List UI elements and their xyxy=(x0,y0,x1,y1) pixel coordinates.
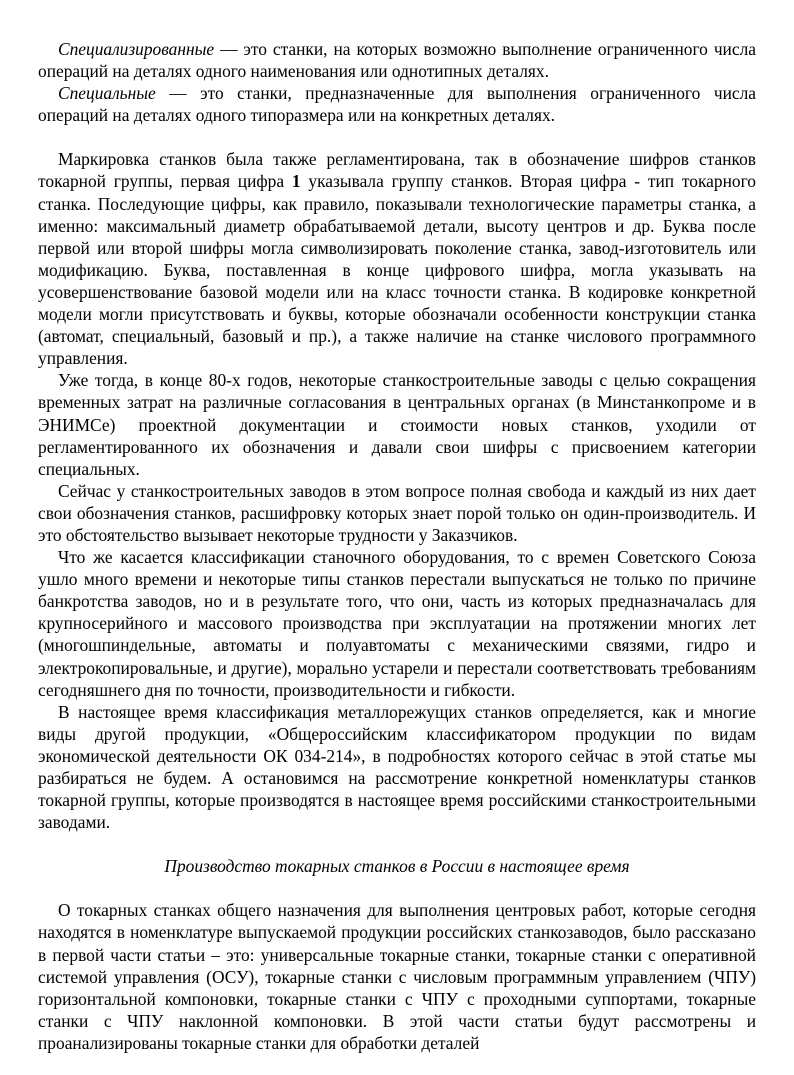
paragraph-marking xyxy=(38,148,756,369)
paragraph-spacer xyxy=(38,126,756,148)
term-specialized: Специализированные xyxy=(58,39,215,59)
paragraph-late-80s: Уже тогда, в конце 80-х годов, некоторые станкостроительные заводы с целью сокращения временных затрат на различные согласования в центральных органах (в Минстанкопроме и в ЭНИМСе) проектной документации и стоимости новых станков, уходили от регламентированного их обозначения и давали свои шифры с присвоением категории специальных. xyxy=(38,370,756,479)
paragraph-current-classification: В настоящее время классификация металлорежущих станков определяется, как и многие виды другой продукции, «Общероссийским классификатором продукции по видам экономической деятельности ОК 034-214», в подробностях которого сейчас в этой статье мы разбираться не будем. А остановимся на рассмотрение конкретной номенклатуры станков токарной группы, которые производятся в настоящее время российскими станкостроительными заводами. xyxy=(38,701,756,833)
marking-text-start: Маркировка станков была также регламентирована, так в обозначение шифров станков токарной группы, первая цифра xyxy=(38,149,756,192)
definition-special: — это станки, предназначенные для выполнения ограниченного числа операций на деталях одного типоразмера или на конкретных деталях. xyxy=(38,83,756,126)
paragraph-freedom: Сейчас у станкостроительных заводов в этом вопросе полная свобода и каждый из них дает свои обозначения станков, расшифровку которых знает порой только он один-производитель. И это обстоятельство вызывает некоторые трудности у Заказчиков. xyxy=(38,480,756,545)
definition-specialized: — это станки, на которых возможно выполнение ограниченного числа операций на деталях одного наименования или однотипных деталях. xyxy=(38,39,756,82)
marking-text-end: указывала группу станков. Вторая цифра - тип токарного станка. Последующие цифры, как правило, показывали технологические параметры станка, а именно: максимальный диаметр обрабатываемой детали, высоту центров и др. Буква после первой или второй шифры могла символизировать поколение станка, завод-изготовитель или модификацию. Буква, поставленная в конце цифрового шифра, могла указывать на усовершенствование базовой модели или на класс точности станка. В кодировке конкретной модели могли присутствовать и буквы, которые обозначали особенности конструкции станка (автомат, специальный, базовый и пр.), а также наличие на станке числового программного управления. xyxy=(38,171,756,369)
paragraph-classification-history: Что же касается классификации станочного оборудования, то с времен Советского Союза ушло много времени и некоторые типы станков перестали выпускаться не только по причине банкротства заводов, но и в результате того, что они, часть из которых предназначалась для крупносерийного и массового производства при эксплуатации на протяжении многих лет (многошпиндельные, автоматы и полуавтоматы с механическими связями, гидро и электрокопировальные, и другие), морально устарели и перестали соответствовать требованиям сегодняшнего дня по точности, производительности и гибкости. xyxy=(38,547,756,700)
term-special: Специальные xyxy=(58,83,156,104)
marking-digit-bold: 1 xyxy=(291,171,301,192)
paragraph-general-purpose-lathes: О токарных станках общего назначения для выполнения центровых работ, которые сегодня находятся в номенклатуре выпускаемой продукции российских станкозаводов, было рассказано в первой части статьи – это: универсальные токарные станки, токарные станки с оперативной системой управления (ОСУ), токарные станки с числовым программным управлением (ЧПУ) горизонтальной компоновки, токарные станки с ЧПУ с проходными суппортами, токарные станки с ЧПУ наклонной компоновки. В этой части статьи будут рассмотрены и проанализированы токарные станки для обработки деталей xyxy=(38,900,756,1053)
paragraph-special-definition xyxy=(38,82,756,126)
paragraph-specialized-definition xyxy=(38,38,756,82)
heading-spacer-top xyxy=(38,833,756,855)
heading-spacer-bottom xyxy=(38,877,756,899)
section-heading: Производство токарных станков в России в настоящее время xyxy=(164,856,630,877)
document-page xyxy=(38,38,756,1054)
